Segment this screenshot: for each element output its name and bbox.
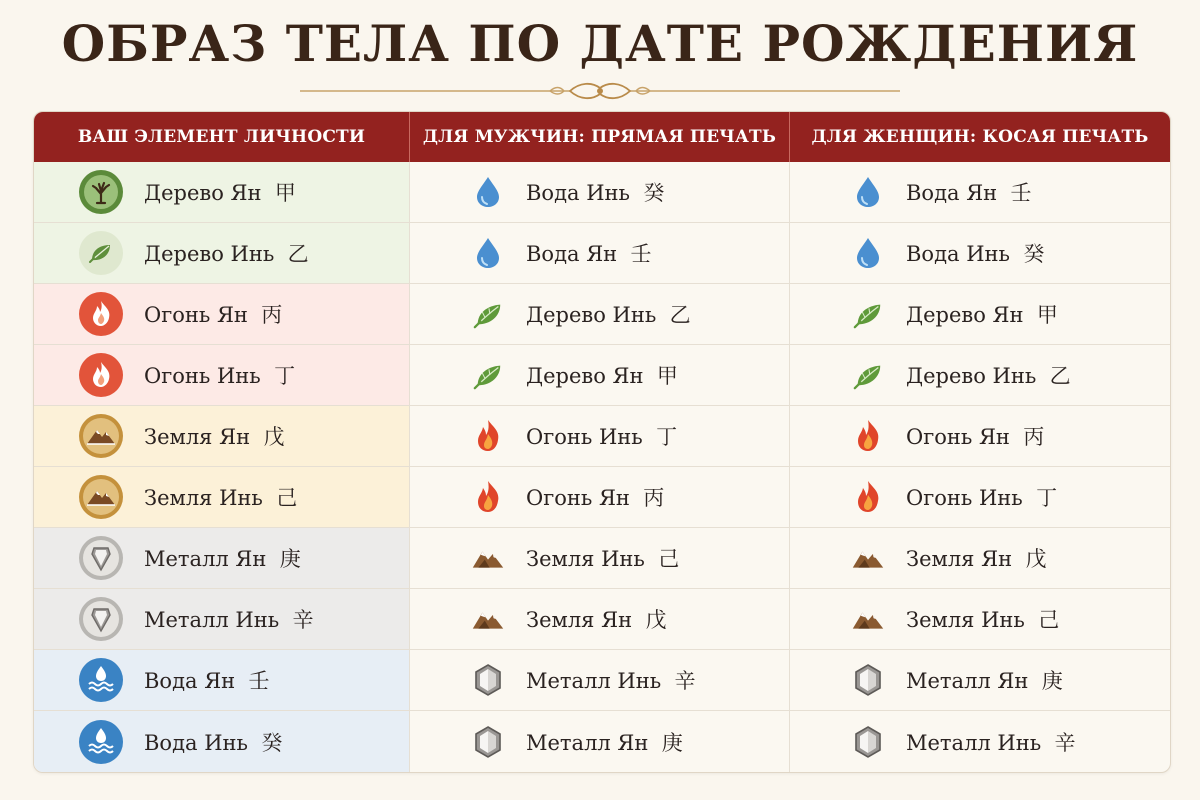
- men-seal-cell: [410, 528, 790, 588]
- page-title: ОБРАЗ ТЕЛА ПО ДАТЕ РОЖДЕНИЯ: [61, 14, 1139, 73]
- element-name: Дерево Инь: [144, 242, 275, 266]
- stem-character: 乙: [1049, 364, 1071, 388]
- women-seal-cell: [790, 528, 1170, 588]
- stem-character: 庚: [1041, 669, 1063, 693]
- stem-character: 丙: [261, 303, 283, 327]
- table-row: [34, 284, 1170, 345]
- element-label: [906, 727, 1076, 757]
- element-name: Земля Ян: [144, 425, 251, 449]
- element-name: Вода Ян: [906, 181, 998, 205]
- table-row: [34, 345, 1170, 406]
- element-label: [144, 360, 295, 390]
- element-name: Вода Ян: [526, 242, 618, 266]
- element-name: Земля Ян: [526, 608, 633, 632]
- element-name: Дерево Ян: [526, 364, 644, 388]
- stem-character: 丁: [656, 425, 678, 449]
- header-men-direct-seal: ДЛЯ МУЖЧИН: ПРЯМАЯ ПЕЧАТЬ: [410, 112, 790, 162]
- table-row: [34, 589, 1170, 650]
- women-seal-cell: [790, 162, 1170, 222]
- element-name: Дерево Инь: [526, 303, 657, 327]
- stem-character: 癸: [1023, 242, 1045, 266]
- stem-character: 己: [658, 547, 680, 571]
- stem-character: 丁: [274, 364, 296, 388]
- stem-character: 丙: [1023, 425, 1045, 449]
- stem-character: 甲: [1036, 303, 1058, 327]
- men-seal-cell: [410, 162, 790, 222]
- flame-icon: [852, 481, 884, 513]
- element-name: Дерево Ян: [906, 303, 1024, 327]
- stem-character: 庚: [279, 547, 301, 571]
- element-name: Металл Ян: [906, 669, 1029, 693]
- metal-shield-icon: [78, 535, 124, 581]
- element-label: [526, 238, 652, 268]
- element-label: [144, 177, 296, 207]
- element-label: [526, 177, 664, 207]
- table-row: [34, 711, 1170, 772]
- stem-character: 己: [1038, 608, 1060, 632]
- stem-character: 己: [276, 486, 298, 510]
- element-name: Дерево Ян: [144, 181, 262, 205]
- personality-element-cell: [34, 711, 410, 772]
- header-women-oblique-seal: ДЛЯ ЖЕНЩИН: КОСАЯ ПЕЧАТЬ: [811, 127, 1149, 147]
- stem-character: 戊: [1025, 547, 1047, 571]
- personality-element-cell: [34, 650, 410, 710]
- men-seal-cell: [410, 650, 790, 710]
- flame-icon: [78, 352, 124, 398]
- element-name: Земля Ян: [906, 547, 1013, 571]
- leaf-icon: [852, 298, 884, 330]
- personality-element-cell: [34, 406, 410, 466]
- stem-character: 壬: [630, 242, 652, 266]
- element-label: [906, 177, 1032, 207]
- women-seal-cell: [790, 711, 1170, 772]
- water-drop-icon: [472, 176, 504, 208]
- element-name: Огонь Инь: [526, 425, 643, 449]
- element-name: Вода Инь: [526, 181, 630, 205]
- element-name: Земля Инь: [906, 608, 1025, 632]
- stem-character: 乙: [287, 242, 309, 266]
- men-seal-cell: [410, 223, 790, 283]
- men-seal-cell: [410, 467, 790, 527]
- women-seal-cell: [790, 589, 1170, 649]
- element-label: [144, 482, 297, 512]
- element-label: [526, 604, 666, 634]
- element-label: [144, 238, 309, 268]
- header-personality-element: ВАШ ЭЛЕМЕНТ ЛИЧНОСТИ: [34, 112, 410, 162]
- personality-element-cell: [34, 345, 410, 405]
- personality-element-cell: [34, 528, 410, 588]
- stem-character: 甲: [656, 364, 678, 388]
- leaf-icon: [78, 230, 124, 276]
- stem-character: 辛: [674, 669, 696, 693]
- water-drop-icon: [472, 237, 504, 269]
- element-label: [526, 360, 678, 390]
- men-seal-cell: [410, 589, 790, 649]
- table-row: [34, 650, 1170, 711]
- women-seal-cell: [790, 223, 1170, 283]
- stem-character: 壬: [1010, 181, 1032, 205]
- element-label: [144, 543, 301, 573]
- table-row: [34, 528, 1170, 589]
- element-label: [906, 543, 1046, 573]
- stem-character: 戊: [645, 608, 667, 632]
- flame-icon: [78, 291, 124, 337]
- tree-icon: [78, 169, 124, 215]
- stem-character: 壬: [248, 669, 270, 693]
- element-name: Огонь Ян: [526, 486, 630, 510]
- stem-character: 丁: [1036, 486, 1058, 510]
- water-drop-icon: [852, 176, 884, 208]
- water-waves-icon: [78, 719, 124, 765]
- element-name: Металл Инь: [906, 730, 1042, 755]
- element-label: [144, 665, 270, 695]
- leaf-icon: [852, 359, 884, 391]
- personality-element-cell: [34, 223, 410, 283]
- element-name: Вода Инь: [144, 730, 248, 755]
- element-label: [906, 604, 1059, 634]
- leaf-icon: [472, 298, 504, 330]
- mountain-icon: [472, 542, 504, 574]
- stem-character: 癸: [643, 181, 665, 205]
- table-row: [34, 223, 1170, 284]
- women-seal-cell: [790, 650, 1170, 710]
- metal-hexagon-icon: [852, 726, 884, 758]
- table-row: [34, 467, 1170, 528]
- personality-element-cell: [34, 284, 410, 344]
- element-label: [526, 421, 677, 451]
- table-row: [34, 406, 1170, 467]
- element-name: Дерево Инь: [906, 364, 1037, 388]
- mountain-icon: [852, 542, 884, 574]
- personality-element-cell: [34, 162, 410, 222]
- element-name: Огонь Ян: [906, 425, 1010, 449]
- element-label: [906, 482, 1057, 512]
- mountain-icon: [78, 474, 124, 520]
- element-label: [144, 727, 282, 757]
- mountain-icon: [78, 413, 124, 459]
- element-label: [906, 665, 1063, 695]
- metal-hexagon-icon: [472, 726, 504, 758]
- women-seal-cell: [790, 284, 1170, 344]
- leaf-icon: [472, 359, 504, 391]
- stem-character: 戊: [263, 425, 285, 449]
- element-label: [144, 604, 314, 634]
- men-seal-cell: [410, 345, 790, 405]
- element-name: Вода Инь: [906, 242, 1010, 266]
- element-label: [526, 543, 679, 573]
- element-name: Металл Ян: [144, 547, 267, 571]
- element-label: [144, 421, 284, 451]
- title-ornament: [300, 78, 900, 104]
- element-name: Огонь Инь: [906, 486, 1023, 510]
- element-name: Металл Инь: [144, 608, 280, 632]
- stem-character: 乙: [669, 303, 691, 327]
- element-label: [526, 482, 664, 512]
- stem-character: 甲: [274, 181, 296, 205]
- women-seal-cell: [790, 345, 1170, 405]
- metal-hexagon-icon: [852, 664, 884, 696]
- water-waves-icon: [78, 657, 124, 703]
- water-drop-icon: [852, 237, 884, 269]
- flame-icon: [472, 420, 504, 452]
- mountain-icon: [852, 603, 884, 635]
- element-table: [33, 111, 1171, 773]
- personality-element-cell: [34, 467, 410, 527]
- element-name: Металл Ян: [526, 730, 649, 755]
- element-name: Огонь Инь: [144, 364, 261, 388]
- flame-icon: [852, 420, 884, 452]
- element-label: [906, 238, 1044, 268]
- element-label: [526, 299, 691, 329]
- stem-character: 癸: [261, 730, 283, 755]
- stem-character: 辛: [292, 608, 314, 632]
- element-name: Земля Инь: [526, 547, 645, 571]
- stem-character: 辛: [1054, 730, 1076, 755]
- table-header: [34, 112, 1170, 162]
- table-body: [34, 162, 1170, 772]
- element-label: [526, 665, 696, 695]
- element-label: [144, 299, 282, 329]
- element-name: Металл Инь: [526, 669, 662, 693]
- mountain-icon: [472, 603, 504, 635]
- metal-shield-icon: [78, 596, 124, 642]
- element-name: Огонь Ян: [144, 303, 248, 327]
- table-row: [34, 162, 1170, 223]
- element-name: Вода Ян: [144, 669, 236, 693]
- women-seal-cell: [790, 467, 1170, 527]
- element-label: [526, 727, 683, 757]
- women-seal-cell: [790, 406, 1170, 466]
- men-seal-cell: [410, 711, 790, 772]
- element-label: [906, 360, 1071, 390]
- metal-hexagon-icon: [472, 664, 504, 696]
- men-seal-cell: [410, 406, 790, 466]
- element-name: Земля Инь: [144, 486, 263, 510]
- stem-character: 丙: [643, 486, 665, 510]
- flame-icon: [472, 481, 504, 513]
- personality-element-cell: [34, 589, 410, 649]
- element-label: [906, 421, 1044, 451]
- men-seal-cell: [410, 284, 790, 344]
- stem-character: 庚: [661, 730, 683, 755]
- element-label: [906, 299, 1058, 329]
